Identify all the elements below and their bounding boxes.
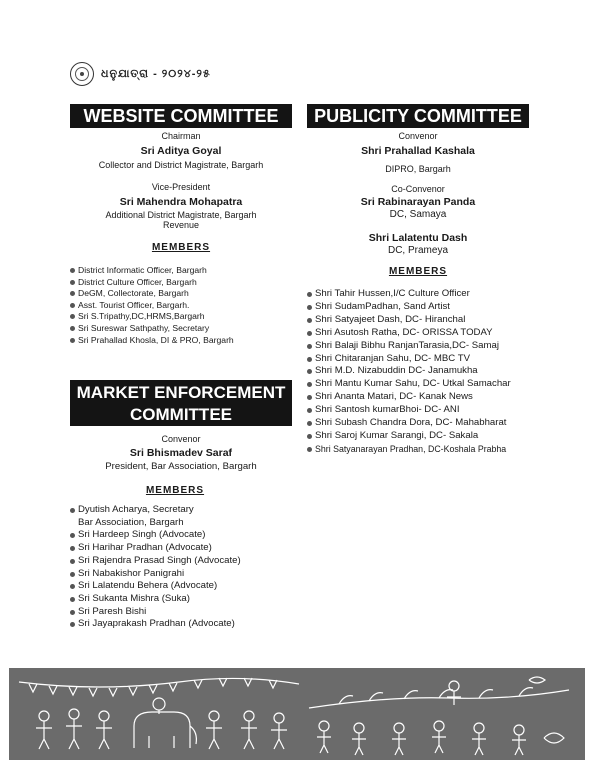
pub-convenor-label: Convenor xyxy=(398,131,438,141)
bullet-icon xyxy=(70,338,75,343)
vp-desc-2: Revenue xyxy=(162,220,200,230)
publicity-committee-title: PUBLICITY COMMITTEE xyxy=(307,104,529,128)
vp-label: Vice-President xyxy=(151,182,211,192)
pub-convenor-name: Shri Prahallad Kashala xyxy=(361,145,475,157)
vp-desc-1: Additional District Magistrate, Bargarh xyxy=(105,210,257,220)
publicity-leadership xyxy=(307,131,529,256)
market-title-line-2: COMMITTEE xyxy=(130,405,232,424)
list-item: Shri Balaji Bibhu RanjanTarasia,DC- Samaj xyxy=(307,340,511,353)
publicity-members-heading: MEMBERS xyxy=(388,266,448,277)
list-item: Shri SudamPadhan, Sand Artist xyxy=(307,301,511,314)
list-item: Shri Ananta Matari, DC- Kanak News xyxy=(307,391,511,404)
pub-convenor-desc: DIPRO, Bargarh xyxy=(385,164,451,174)
list-item-continuation: Bar Association, Bargarh xyxy=(78,516,184,528)
list-item: Shri Saroj Kumar Sarangi, DC- Sakala xyxy=(307,430,511,443)
list-item: Sri Rajendra Prasad Singh (Advocate) xyxy=(70,555,241,568)
folk-art-illustration xyxy=(9,668,585,760)
header-text: ଧନୁଯାତ୍ରା - ୨୦୨୪-୨୫ xyxy=(101,67,211,80)
market-members-list xyxy=(70,504,241,631)
co-convenor-label: Co-Convenor xyxy=(391,184,445,194)
list-item: Shri Tahir Hussen,I/C Culture Officer xyxy=(307,288,511,301)
bullet-icon xyxy=(70,291,75,296)
list-item: Shri Santosh kumarBhoi- DC- ANI xyxy=(307,404,511,417)
list-item: Shri Satyanarayan Pradhan, DC-Koshala Prabha xyxy=(307,443,511,456)
bullet-icon xyxy=(307,382,312,387)
list-item: Sri Sukanta Mishra (Suka) xyxy=(70,593,241,606)
bullet-icon xyxy=(70,597,75,602)
chairman-desc: Collector and District Magistrate, Bargarh xyxy=(98,160,264,170)
bullet-icon xyxy=(70,533,75,538)
page-header xyxy=(70,62,211,86)
list-item: Sri S.Tripathy,DC,HRMS,Bargarh xyxy=(70,311,234,323)
chairman-label: Chairman xyxy=(161,131,201,141)
bullet-icon xyxy=(70,559,75,564)
bullet-icon xyxy=(70,572,75,577)
market-members-heading: MEMBERS xyxy=(145,485,205,496)
bullet-icon xyxy=(307,447,312,452)
bullet-icon xyxy=(307,434,312,439)
bullet-icon xyxy=(70,303,75,308)
third-name: Shri Lalatentu Dash xyxy=(368,232,468,244)
list-item: Asst. Tourist Officer, Bargarh. xyxy=(70,300,234,312)
list-item: Shri M.D. Nizabuddin DC- Janamukha xyxy=(307,365,511,378)
bullet-icon xyxy=(307,318,312,323)
bullet-icon xyxy=(70,622,75,627)
bullet-icon xyxy=(70,508,75,513)
list-item: Sri Harihar Pradhan (Advocate) xyxy=(70,542,241,555)
bullet-icon xyxy=(70,326,75,331)
market-convenor-desc: President, Bar Association, Bargarh xyxy=(105,461,257,472)
list-item: Shri Mantu Kumar Sahu, DC- Utkal Samachar xyxy=(307,378,511,391)
market-convenor-label: Convenor xyxy=(161,434,201,444)
bullet-icon xyxy=(70,268,75,273)
list-item: Sri Sureswar Sathpathy, Secretary xyxy=(70,323,234,335)
list-item: Sri Jayaprakash Pradhan (Advocate) xyxy=(70,618,241,631)
website-members-heading: MEMBERS xyxy=(151,242,211,253)
list-item: Shri Asutosh Ratha, DC- ORISSA TODAY xyxy=(307,327,511,340)
vp-name: Sri Mahendra Mohapatra xyxy=(119,196,243,208)
bullet-icon xyxy=(70,280,75,285)
list-item: District Informatic Officer, Bargarh xyxy=(70,265,234,277)
chairman-name: Sri Aditya Goyal xyxy=(140,145,222,157)
folk-art-footer-band xyxy=(9,668,585,760)
bullet-icon xyxy=(307,369,312,374)
list-item: Sri Lalatendu Behera (Advocate) xyxy=(70,580,241,593)
bullet-icon xyxy=(70,610,75,615)
publicity-members-list xyxy=(307,288,511,456)
website-members-list xyxy=(70,265,234,346)
bullet-icon xyxy=(70,314,75,319)
emblem-icon xyxy=(70,62,94,86)
list-item: Sri Nabakishor Panigrahi xyxy=(70,568,241,581)
website-leadership xyxy=(70,131,292,230)
bullet-icon xyxy=(307,344,312,349)
list-item: DeGM, Collectorate, Bargarh xyxy=(70,288,234,300)
bullet-icon xyxy=(307,421,312,426)
market-convenor-name: Sri Bhismadev Saraf xyxy=(129,447,233,459)
bullet-icon xyxy=(307,305,312,310)
bullet-icon xyxy=(307,357,312,362)
co-convenor-desc: DC, Samaya xyxy=(389,209,447,220)
bullet-icon xyxy=(307,395,312,400)
list-item: District Culture Officer, Bargarh xyxy=(70,277,234,289)
list-item: Sri Prahallad Khosla, DI & PRO, Bargarh xyxy=(70,335,234,347)
market-leadership xyxy=(70,434,292,472)
bullet-icon xyxy=(70,546,75,551)
bullet-icon xyxy=(70,584,75,589)
third-desc: DC, Prameya xyxy=(387,245,448,256)
list-item: Sri Hardeep Singh (Advocate) xyxy=(70,529,241,542)
co-convenor-name: Sri Rabinarayan Panda xyxy=(360,196,476,208)
list-item: Shri Satyajeet Dash, DC- Hiranchal xyxy=(307,314,511,327)
list-item: Shri Subash Chandra Dora, DC- Mahabharat xyxy=(307,417,511,430)
website-committee-title: WEBSITE COMMITTEE xyxy=(70,104,292,128)
market-committee-title xyxy=(70,380,292,426)
list-item: Shri Chitaranjan Sahu, DC- MBC TV xyxy=(307,353,511,366)
bullet-icon xyxy=(307,331,312,336)
market-title-line-1: MARKET ENFORCEMENT xyxy=(76,383,286,402)
bullet-icon xyxy=(307,292,312,297)
bullet-icon xyxy=(307,408,312,413)
list-item: Dyutish Acharya, Secretary xyxy=(70,504,241,517)
list-item: Sri Paresh Bishi xyxy=(70,606,241,619)
